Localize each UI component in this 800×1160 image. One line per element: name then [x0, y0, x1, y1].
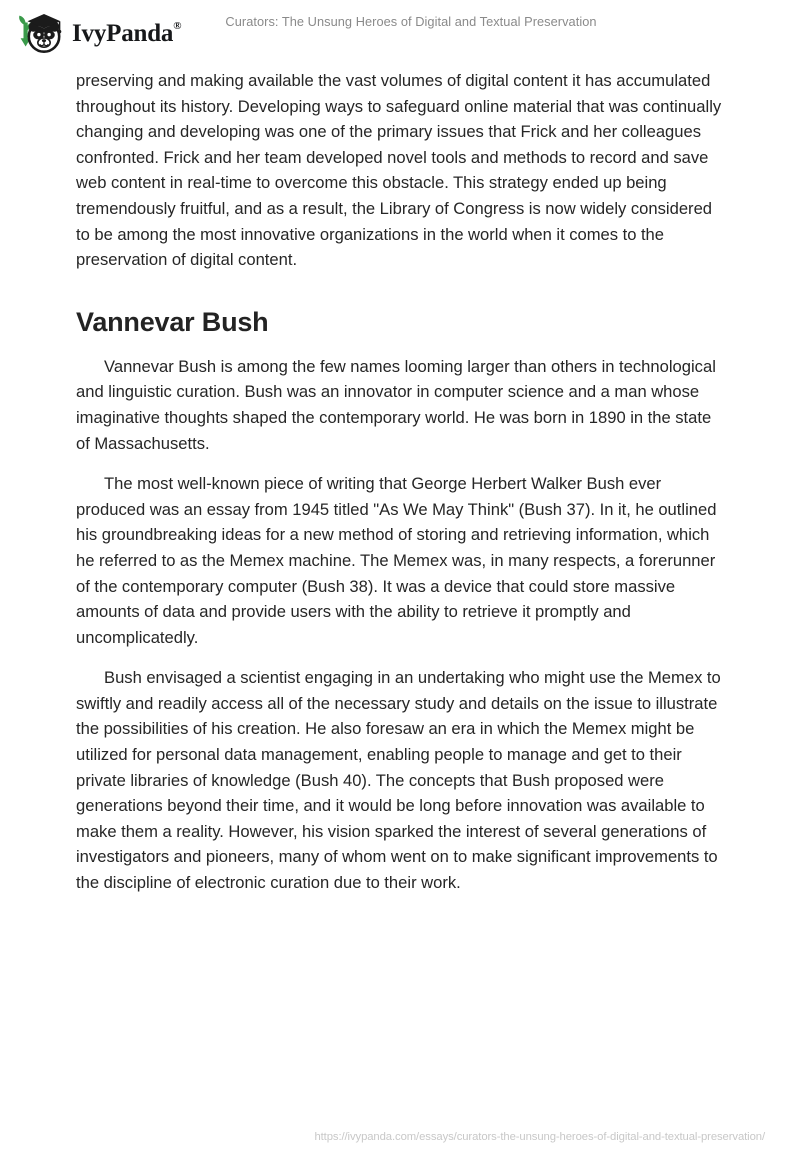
document-content	[76, 68, 724, 896]
source-url-link[interactable]: https://ivypanda.com/essays/curators-the-unsung-heroes-of-digital-and-textual-preservation/	[314, 1131, 765, 1143]
section-heading-vannevar-bush: Vannevar Bush	[76, 306, 269, 337]
registered-trademark-icon: ®	[173, 20, 182, 33]
document-title-header: Curators: The Unsung Heroes of Digital and Textual Preservation	[225, 14, 597, 29]
paragraph-2: Vannevar Bush is among the few names looming larger than others in technological and linguistic curation. Bush was an innovator in computer science and a man whose imaginative thoughts shaped the contemporary world. He was born in 1890 in the state of Massachusetts.	[76, 356, 716, 453]
brand-name-text: IvyPanda	[72, 19, 174, 47]
paragraph-4: Bush envisaged a scientist engaging in an undertaking who might use the Memex to swiftly and readily access all of the necessary study and details on the issue to illustrate the possibilities of his creation. He also foresaw an era in which the Memex might be utilized for personal data management, enabling people to manage and get to their private libraries of knowledge (Bush 40). The concepts that Bush proposed were generations beyond their time, and it would be long before innovation was available to make them a reality. However, his vision sparked the interest of several generations of investigators and pioneers, many of whom went on to make significant improvements to the discipline of electronic curation due to their work.	[76, 668, 721, 893]
page-header	[0, 0, 800, 62]
page-footer	[0, 1131, 800, 1151]
paragraph-1: preserving and making available the vast volumes of digital content it has accumulated throughout its history. Developing ways to safeguard online material that was continually changing and developing was one of the primary issues that Frick and her colleagues confronted. Frick and her team developed novel tools and methods to record and save web content in real-time to overcome this obstacle. This strategy ended up being tremendously fruitful, and as a result, the Library of Congress is now widely considered to be among the most innovative organizations in the world when it comes to the preservation of digital content.	[76, 71, 722, 270]
paragraph-3: The most well-known piece of writing that George Herbert Walker Bush ever produced was an essay from 1945 titled "As We May Think" (Bush 37). In it, he outlined his groundbreaking ideas for a new method of storing and retrieving information, which he referred to as the Memex machine. The Memex was, in many respects, a forerunner of the contemporary computer (Bush 38). It was a device that could store massive amounts of data and provide users with the ability to retrieve it promptly and uncomplicatedly.	[76, 474, 717, 647]
